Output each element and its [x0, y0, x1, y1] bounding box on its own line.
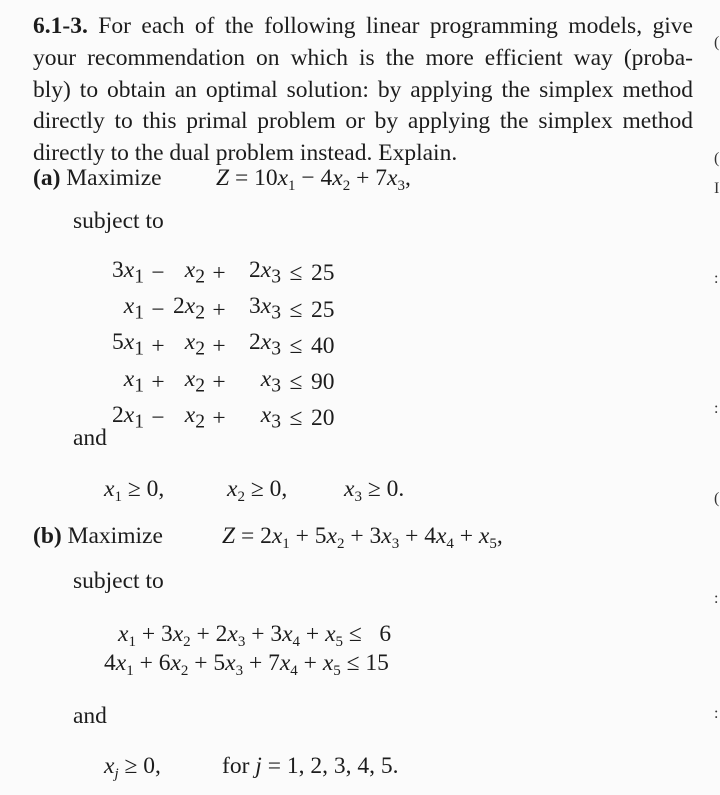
part-b-header [33, 523, 163, 550]
part-b-constraint-2: $4x_1 + 6x_2 + 5x_3 + 7x_4 + x_5 \le 15$ [104, 650, 389, 679]
part-a-constraints [94, 256, 351, 437]
statement-line-1: 6.1-3. For each of the following linear programming models, give [33, 13, 693, 39]
problem-number: 6.1-3. [33, 13, 88, 39]
part-b-label: (b) [33, 523, 62, 549]
part-b-subject-to: subject to [73, 568, 164, 594]
part-b-index-range: for j = 1, 2, 3, 4, 5. [222, 753, 399, 779]
part-a-maximize: Maximize [66, 165, 162, 191]
part-b-and: and [73, 703, 107, 729]
part-a-nonneg-x1: $x_1 \ge 0$, [104, 476, 165, 505]
statement-line-4: directly to this primal problem or by applying the simplex method [33, 108, 693, 135]
part-a-and: and [73, 425, 107, 451]
part-a-nonneg-x2: $x_2 \ge 0$, [227, 476, 288, 505]
statement-line-3: bly) to obtain an optimal solution: by applying the simplex method [33, 76, 693, 103]
statement-line-5: directly to the dual problem instead. Explain. [33, 140, 458, 167]
statement-line-2: your recommendation on which is the more efficient way (proba- [33, 44, 693, 71]
part-a-subject-to: subject to [73, 208, 164, 234]
part-a-objective: $Z = 10x_1 - 4x_2 + 7x_3$, [216, 165, 411, 194]
part-b-maximize: Maximize [67, 523, 163, 549]
part-b-nonneg: $x_j \ge 0$, [104, 753, 161, 782]
problem-statement [33, 11, 693, 170]
part-a-header [33, 165, 162, 192]
constraint-row: $3x_1$ − $x_2$ + $2x_3$ ≤ 25 [112, 257, 335, 288]
constraint-row: $5x_1$ + $x_2$ + $2x_3$ ≤ 40 [112, 329, 335, 361]
constraint-row: $x_1$ + $x_2$ + $x_3$ ≤ 90 [123, 365, 335, 397]
constraint-row: $2x_1$ − $x_2$ + $x_3$ ≤ 20 [112, 401, 335, 433]
part-a-label: (a) [33, 165, 61, 191]
part-a-nonneg-x3: $x_3 \ge 0$. [344, 476, 405, 505]
constraint-row: $x_1$ − $2x_2$ + $3x_3$ ≤ 25 [123, 293, 335, 324]
part-b-constraint-1: $x_1 + 3x_2 + 2x_3 + 3x_4 + x_5 \le 6$ [118, 621, 392, 650]
part-b-objective: $Z = 2x_1 + 5x_2 + 3x_3 + 4x_4 + x_5$, [222, 523, 503, 552]
